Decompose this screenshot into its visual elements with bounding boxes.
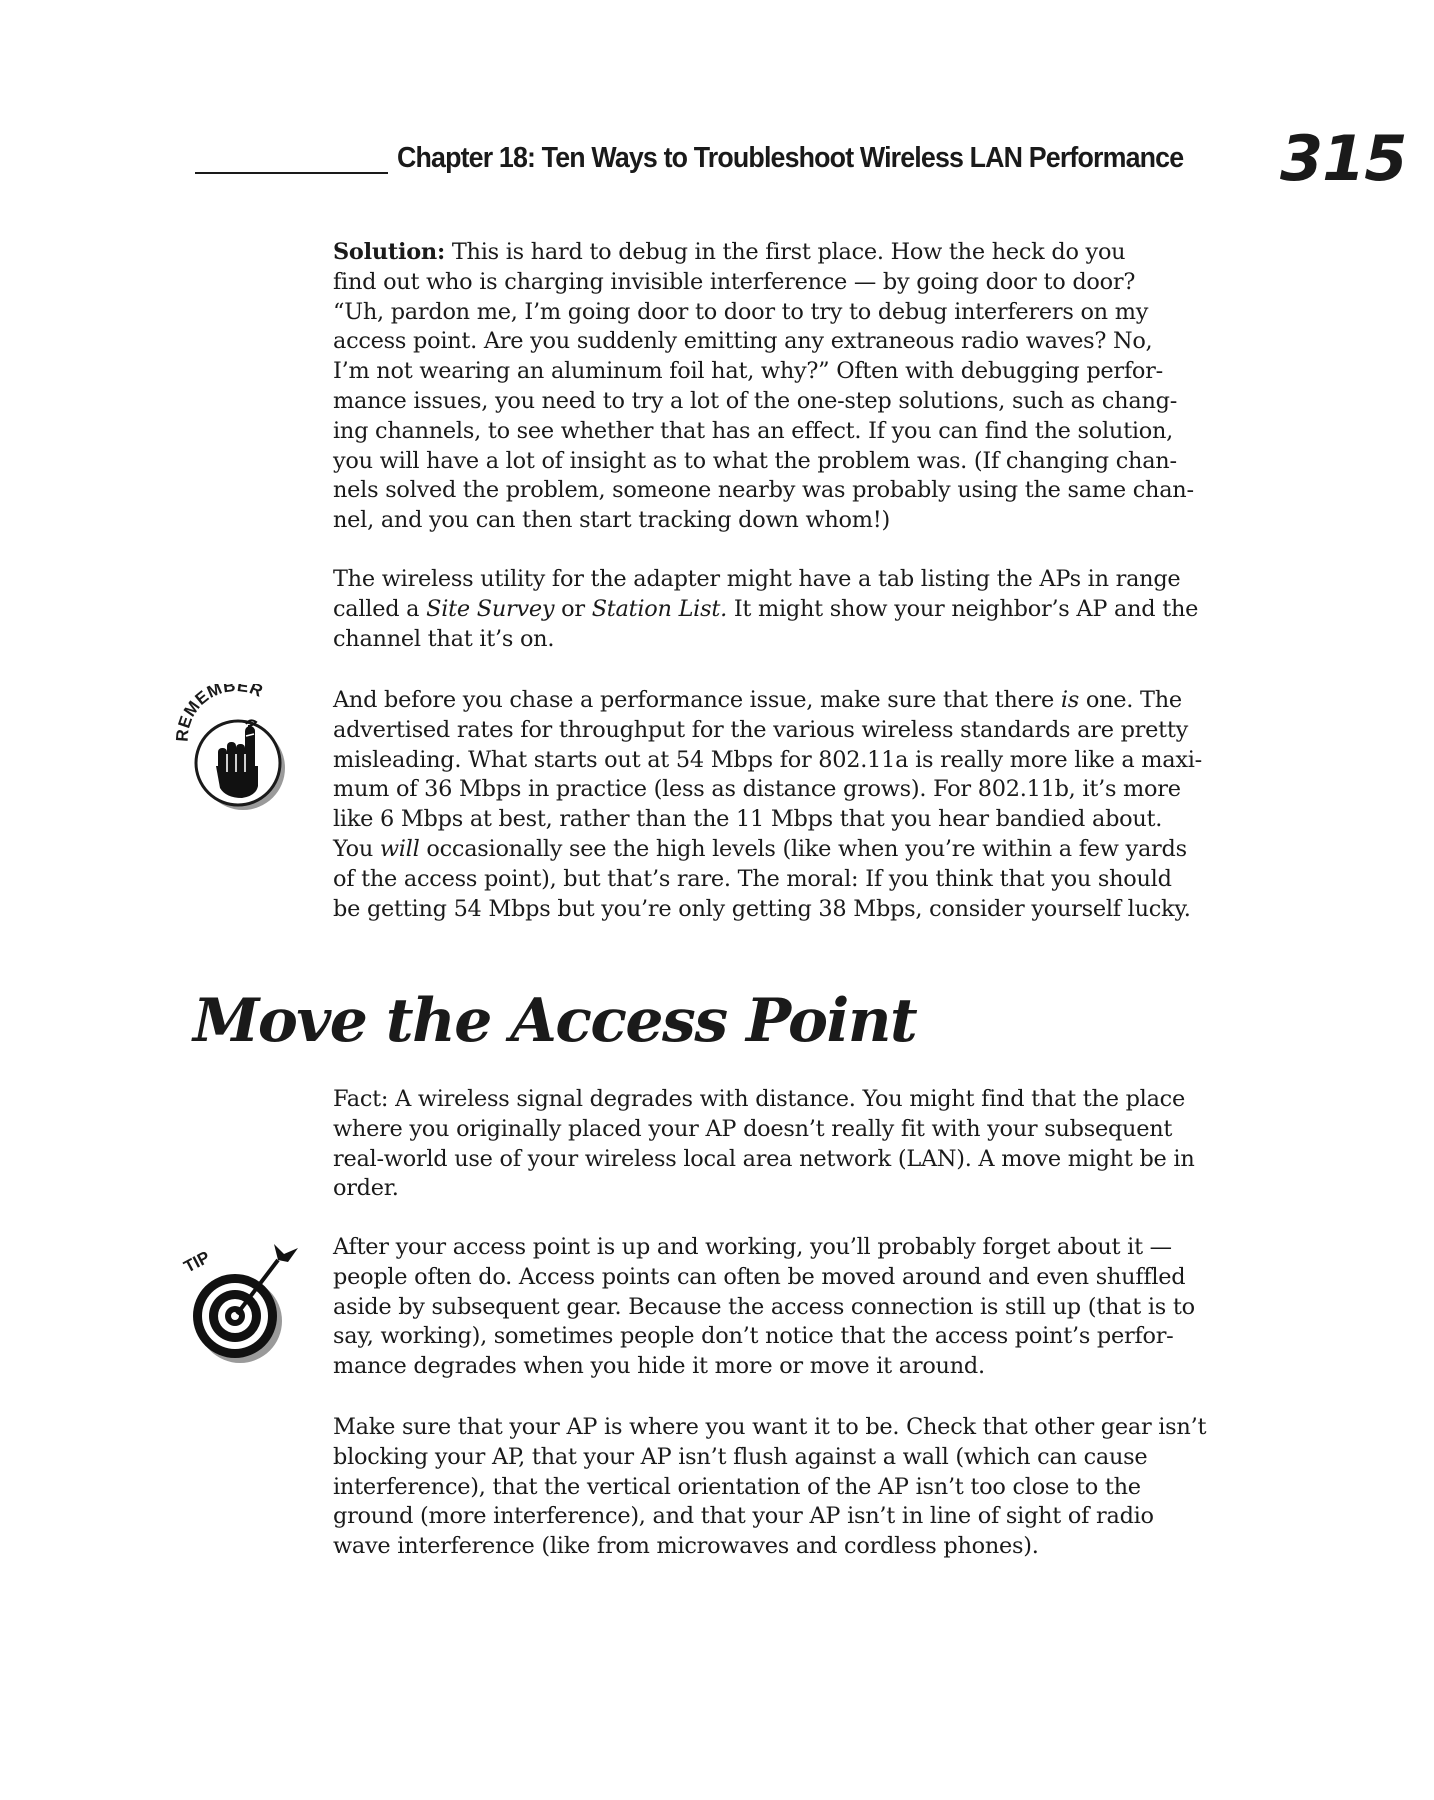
- text-line: ground (more interference), and that your AP isn’t in line of sight of radio: [333, 1503, 1154, 1530]
- text-line: real-world use of your wireless local area network (LAN). A move might be in: [333, 1145, 1195, 1172]
- tip-icon-label: TIP: [180, 1247, 213, 1277]
- text-line: mum of 36 Mbps in practice (less as distance grows). For 802.11b, it’s more: [333, 776, 1181, 803]
- text-line: wave interference (like from microwaves and cordless phones).: [333, 1533, 1039, 1560]
- paragraph-tip: [333, 1233, 1253, 1382]
- text-line: blocking your AP, that your AP isn’t flush against a wall (which can cause: [333, 1443, 1148, 1470]
- text-line: misleading. What starts out at 54 Mbps for 802.11a is really more like a maxi-: [333, 746, 1202, 773]
- chapter-title: Chapter 18: Ten Ways to Troubleshoot Wireless LAN Performance: [397, 142, 1184, 174]
- text-line: And before you chase a performance issue, make sure that there is one. The: [333, 687, 1182, 713]
- text-line: nel, and you can then start tracking down whom!): [333, 507, 890, 534]
- text-line: be getting 54 Mbps but you’re only getting 38 Mbps, consider yourself lucky.: [333, 895, 1191, 922]
- text-line: say, working), sometimes people don’t notice that the access point’s perfor-: [333, 1323, 1174, 1350]
- text-line: interference), that the vertical orientation of the AP isn’t too close to the: [333, 1473, 1141, 1500]
- paragraph-site-survey: [333, 565, 1253, 654]
- text-line: of the access point), but that’s rare. The moral: If you think that you should: [333, 865, 1172, 892]
- text-line: where you originally placed your AP doesn’t really fit with your subsequent: [333, 1115, 1173, 1142]
- paragraph-make-sure: [333, 1413, 1253, 1562]
- term-station-list: Station List.: [591, 595, 727, 622]
- text-line: You will occasionally see the high levels (like when you’re within a few yards: [333, 835, 1187, 862]
- text-line: you will have a lot of insight as to what the problem was. (If changing chan-: [333, 447, 1177, 474]
- text-line: order.: [333, 1175, 399, 1202]
- section-heading: Move the Access Point: [193, 986, 917, 1056]
- text-line: find out who is charging invisible interference — by going door to door?: [333, 268, 1136, 295]
- page-number: 315: [1280, 122, 1407, 195]
- text-line: ing channels, to see whether that has an effect. If you can find the solution,: [333, 417, 1174, 444]
- text-line: The wireless utility for the adapter might have a tab listing the APs in range: [333, 566, 1181, 592]
- text-line: mance degrades when you hide it more or move it around.: [333, 1353, 985, 1380]
- paragraph-solution: [333, 238, 1253, 536]
- text-line: advertised rates for throughput for the various wireless standards are pretty: [333, 716, 1189, 743]
- text-line: mance issues, you need to try a lot of the one-step solutions, such as chang-: [333, 387, 1178, 414]
- text-line: people often do. Access points can often be moved around and even shuffled: [333, 1263, 1186, 1290]
- term-site-survey: Site Survey: [426, 595, 555, 622]
- text-line: I’m not wearing an aluminum foil hat, why?” Often with debugging perfor-: [333, 358, 1163, 385]
- header-rule: [195, 172, 388, 174]
- remember-icon-label: REMEMBER: [172, 684, 266, 743]
- text-line: Make sure that your AP is where you want it to be. Check that other gear isn’t: [333, 1414, 1207, 1440]
- paragraph-fact: [333, 1085, 1253, 1204]
- text-line: channel that it’s on.: [333, 625, 555, 652]
- paragraph-remember: [333, 686, 1253, 924]
- text-line: “Uh, pardon me, I’m going door to door to try to debug interferers on my: [333, 298, 1149, 325]
- solution-label: Solution:: [333, 239, 445, 265]
- text-line: aside by subsequent gear. Because the access connection is still up (that is to: [333, 1293, 1195, 1320]
- text-line: nels solved the problem, someone nearby was probably using the same chan-: [333, 477, 1194, 504]
- text-line: like 6 Mbps at best, rather than the 11 Mbps that you hear bandied about.: [333, 806, 1163, 833]
- text-line: After your access point is up and working, you’ll probably forget about it —: [333, 1234, 1172, 1260]
- running-header: [195, 122, 1407, 195]
- text-line: Solution: This is hard to debug in the first place. How the heck do you: [333, 239, 1126, 265]
- text-line: Fact: A wireless signal degrades with distance. You might find that the place: [333, 1086, 1185, 1112]
- text-line: access point. Are you suddenly emitting any extraneous radio waves? No,: [333, 328, 1153, 355]
- text-line: called a Site Survey or Station List. It might show your neighbor’s AP and the: [333, 595, 1199, 622]
- remember-icon: [170, 684, 298, 816]
- tip-icon: [180, 1232, 304, 1368]
